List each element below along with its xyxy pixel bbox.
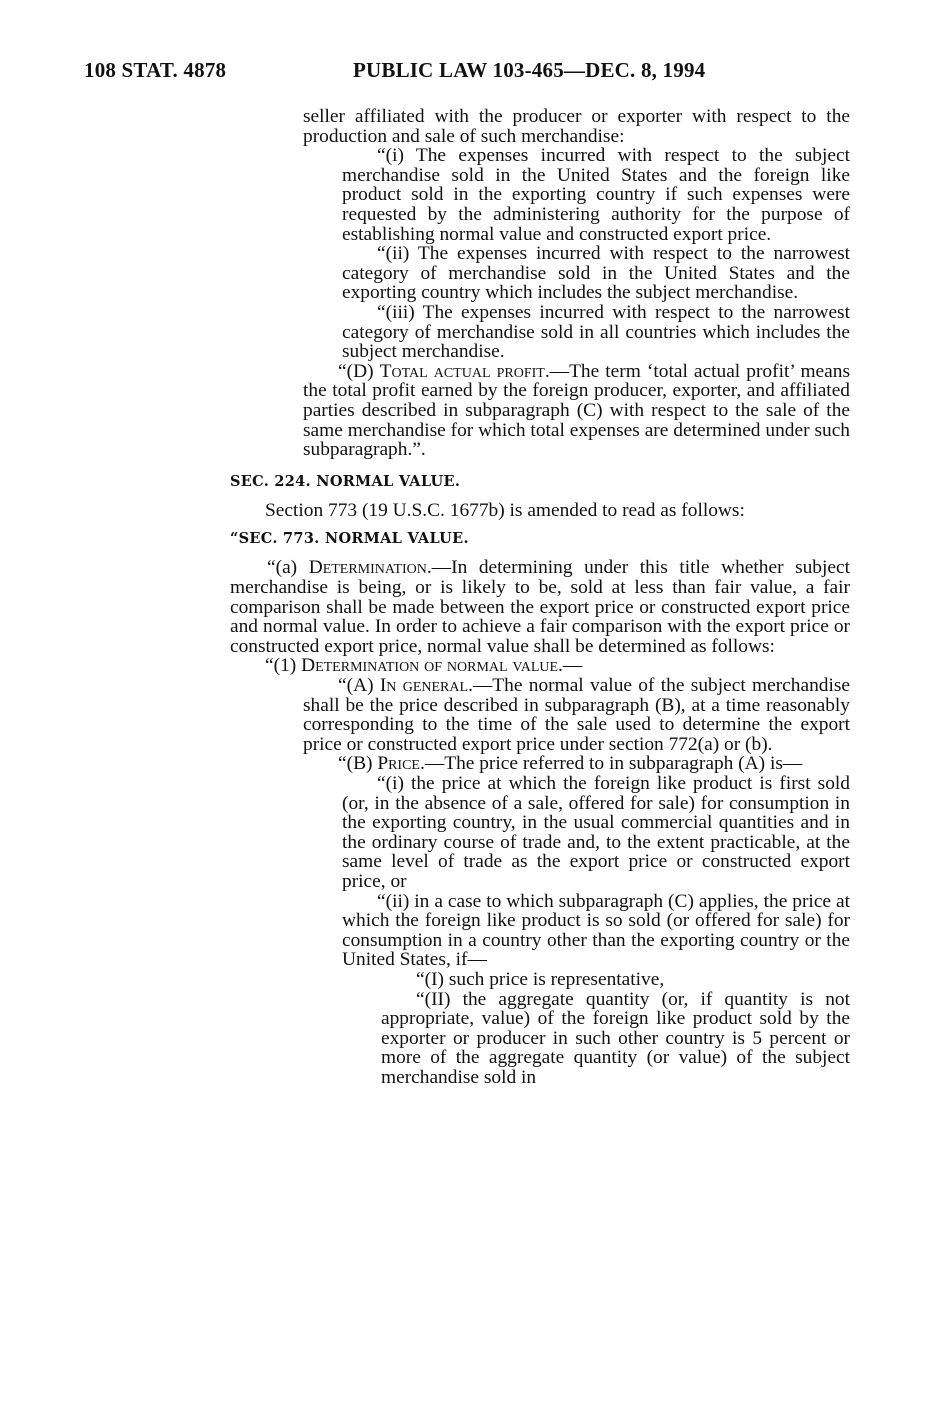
paragraph-1-suffix: .— xyxy=(558,655,583,677)
clause-c-iii: “(iii) The expenses incurred with respect to the narrowest category of merchandise sold in all countries which includes the subject merchandise. xyxy=(342,301,850,363)
subsection-a-text: .—In determining under this title whether subject merchandise is being, or is likely to be, sold at less than fair value, a fair comparison shall be made between the export price or constructed export price and normal value. In order to achieve a fair comparison with the export price or constructed export price, normal value shall be determined as follows: xyxy=(230,557,850,657)
amendment-instruction: Section 773 (19 U.S.C. 1677b) is amended to read as follows: xyxy=(265,500,745,522)
stat-page-number: 108 STAT. 4878 xyxy=(84,58,227,82)
subclause-i: “(I) such price is representative, xyxy=(416,968,665,990)
running-head: PUBLIC LAW 103-465—DEC. 8, 1994 xyxy=(353,58,706,82)
subparagraph-a xyxy=(303,676,850,754)
subsection-a-caption: Determination xyxy=(308,557,427,579)
subsection-a xyxy=(230,558,850,656)
subparagraph-a-text: .—The normal value of the subject merchandise shall be the price described in subparagraph (B), at a time reasonably corresponding to the time of the sale used to determine the export price or constructed export price under section 772(a) or (b). xyxy=(303,675,851,755)
clause-b-i: “(i) the price at which the foreign like product is first sold (or, in the absence of a sale, offered for sale) for consumption in the exporting country, in the usual commercial quantities and in the ordinary course of trade and, to the extent practicable, at the same level of trade as the export price or constructed export price, or xyxy=(342,773,850,892)
page-header xyxy=(84,58,848,88)
page-body xyxy=(230,107,850,1088)
subparagraph-a-caption: In general xyxy=(379,675,469,697)
subparagraph-d xyxy=(303,362,850,460)
paragraph-1-prefix: “(1) xyxy=(265,655,302,677)
subparagraph-b-caption: Price xyxy=(377,753,420,775)
subparagraph-d-text: .—The term ‘total actual profit’ means the total profit earned by the foreign producer, exporter, and affiliated parties described in subparagraph (C) with respect to the sale of the same merchandise for which total expenses are determined under such subparagraph.”. xyxy=(303,360,850,461)
clause-c-i: “(i) The expenses incurred with respect to the subject merchandise sold in the United States and the foreign like product sold in the exporting country if such expenses were requested by the administering authority for the purpose of establishing normal value and constructed export price. xyxy=(342,145,850,245)
paragraph-1-heading xyxy=(230,656,850,676)
subsection-a-prefix: “(a) xyxy=(267,557,309,579)
section-773-heading: “SEC. 773. NORMAL VALUE. xyxy=(230,529,469,547)
clause-c-ii: “(ii) The expenses incurred with respect to the narrowest category of merchandise sold in the United States and the exporting country which includes the subject merchandise. xyxy=(342,243,850,304)
paragraph-continuation: seller affiliated with the producer or exporter with respect to the production and sale of such merchandise: xyxy=(303,106,850,147)
clause-b-ii: “(ii) in a case to which subparagraph (C) applies, the price at which the foreign like product is so sold (or offered for sale) for consumption in a country other than the exporting country or the United States, if— xyxy=(342,890,850,971)
subparagraph-b-prefix: “(B) xyxy=(338,753,378,775)
subparagraph-d-caption: Total actual profit xyxy=(379,360,545,382)
subparagraph-b xyxy=(303,754,850,774)
subclause-ii: “(II) the aggregate quantity (or, if quantity is not appropriate, value) of the foreign like product sold by the exporter or producer in such other country is 5 percent or more of the aggregate quantity (or value) of the subject merchandise sold in xyxy=(381,988,850,1088)
paragraph-1-caption: Determination of normal value xyxy=(301,655,559,677)
subparagraph-d-prefix: “(D) xyxy=(338,360,380,382)
section-224-heading: SEC. 224. NORMAL VALUE. xyxy=(230,472,461,490)
subparagraph-b-text: .—The price referred to in subparagraph (A) is— xyxy=(420,753,803,775)
subparagraph-a-prefix: “(A) xyxy=(338,675,380,697)
